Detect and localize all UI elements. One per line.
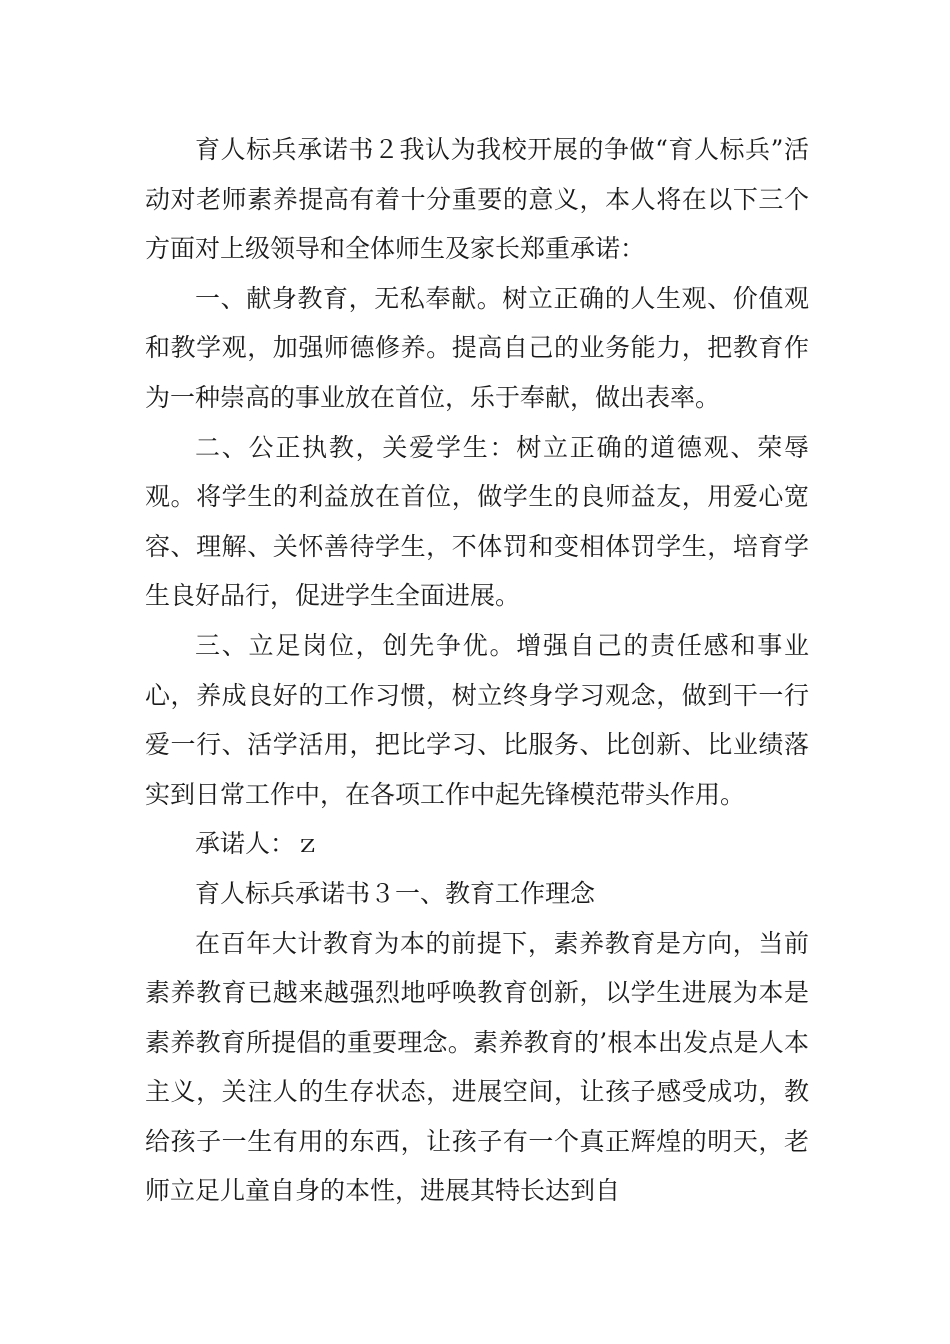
- paragraph-point-two: 二、公正执教，关爱学生：树立正确的道德观、荣辱观。将学生的利益放在首位，做学生的良师益友，用爱心宽容、理解、关怀善待学生，不体罚和变相体罚学生，培育学生良好品行，促进学生全面进展。: [145, 432, 809, 611]
- paragraph-education-philosophy: 在百年大计教育为本的前提下，素养教育是方向，当前素养教育已越来越强烈地呼唤教育创新，以学生进展为本是素养教育所提倡的重要理念。素养教育的’根本出发点是人本主义，关注人的生存状态，进展空间，让孩子感受成功，教给孩子一生有用的东西，让孩子有一个真正辉煌的明天，老师立足儿童自身的本性，进展其特长达到自: [145, 928, 809, 1206]
- document-body: [145, 125, 809, 1216]
- paragraph-point-three: 三、立足岗位，创先争优。增强自己的责任感和事业心，养成良好的工作习惯，树立终身学习观念，做到干一行爱一行、活学活用，把比学习、比服务、比创新、比业绩落实到日常工作中，在各项工作中起先锋模范带头作用。: [145, 630, 809, 809]
- paragraph-point-one: 一、献身教育，无私奉献。树立正确的人生观、价值观和教学观，加强师德修养。提高自己的业务能力，把教育作为一种崇高的事业放在首位，乐于奉献，做出表率。: [145, 283, 809, 412]
- paragraph-commitment-3-heading: 育人标兵承诺书３一、教育工作理念: [195, 878, 596, 908]
- paragraph-commitment-2-intro: 育人标兵承诺书２我认为我校开展的争做“育人标兵”活动对老师素养提高有着十分重要的意义，本人将在以下三个方面对上级领导和全体师生及家长郑重承诺：: [145, 135, 809, 264]
- paragraph-signatory: 承诺人：ｚ: [195, 829, 321, 859]
